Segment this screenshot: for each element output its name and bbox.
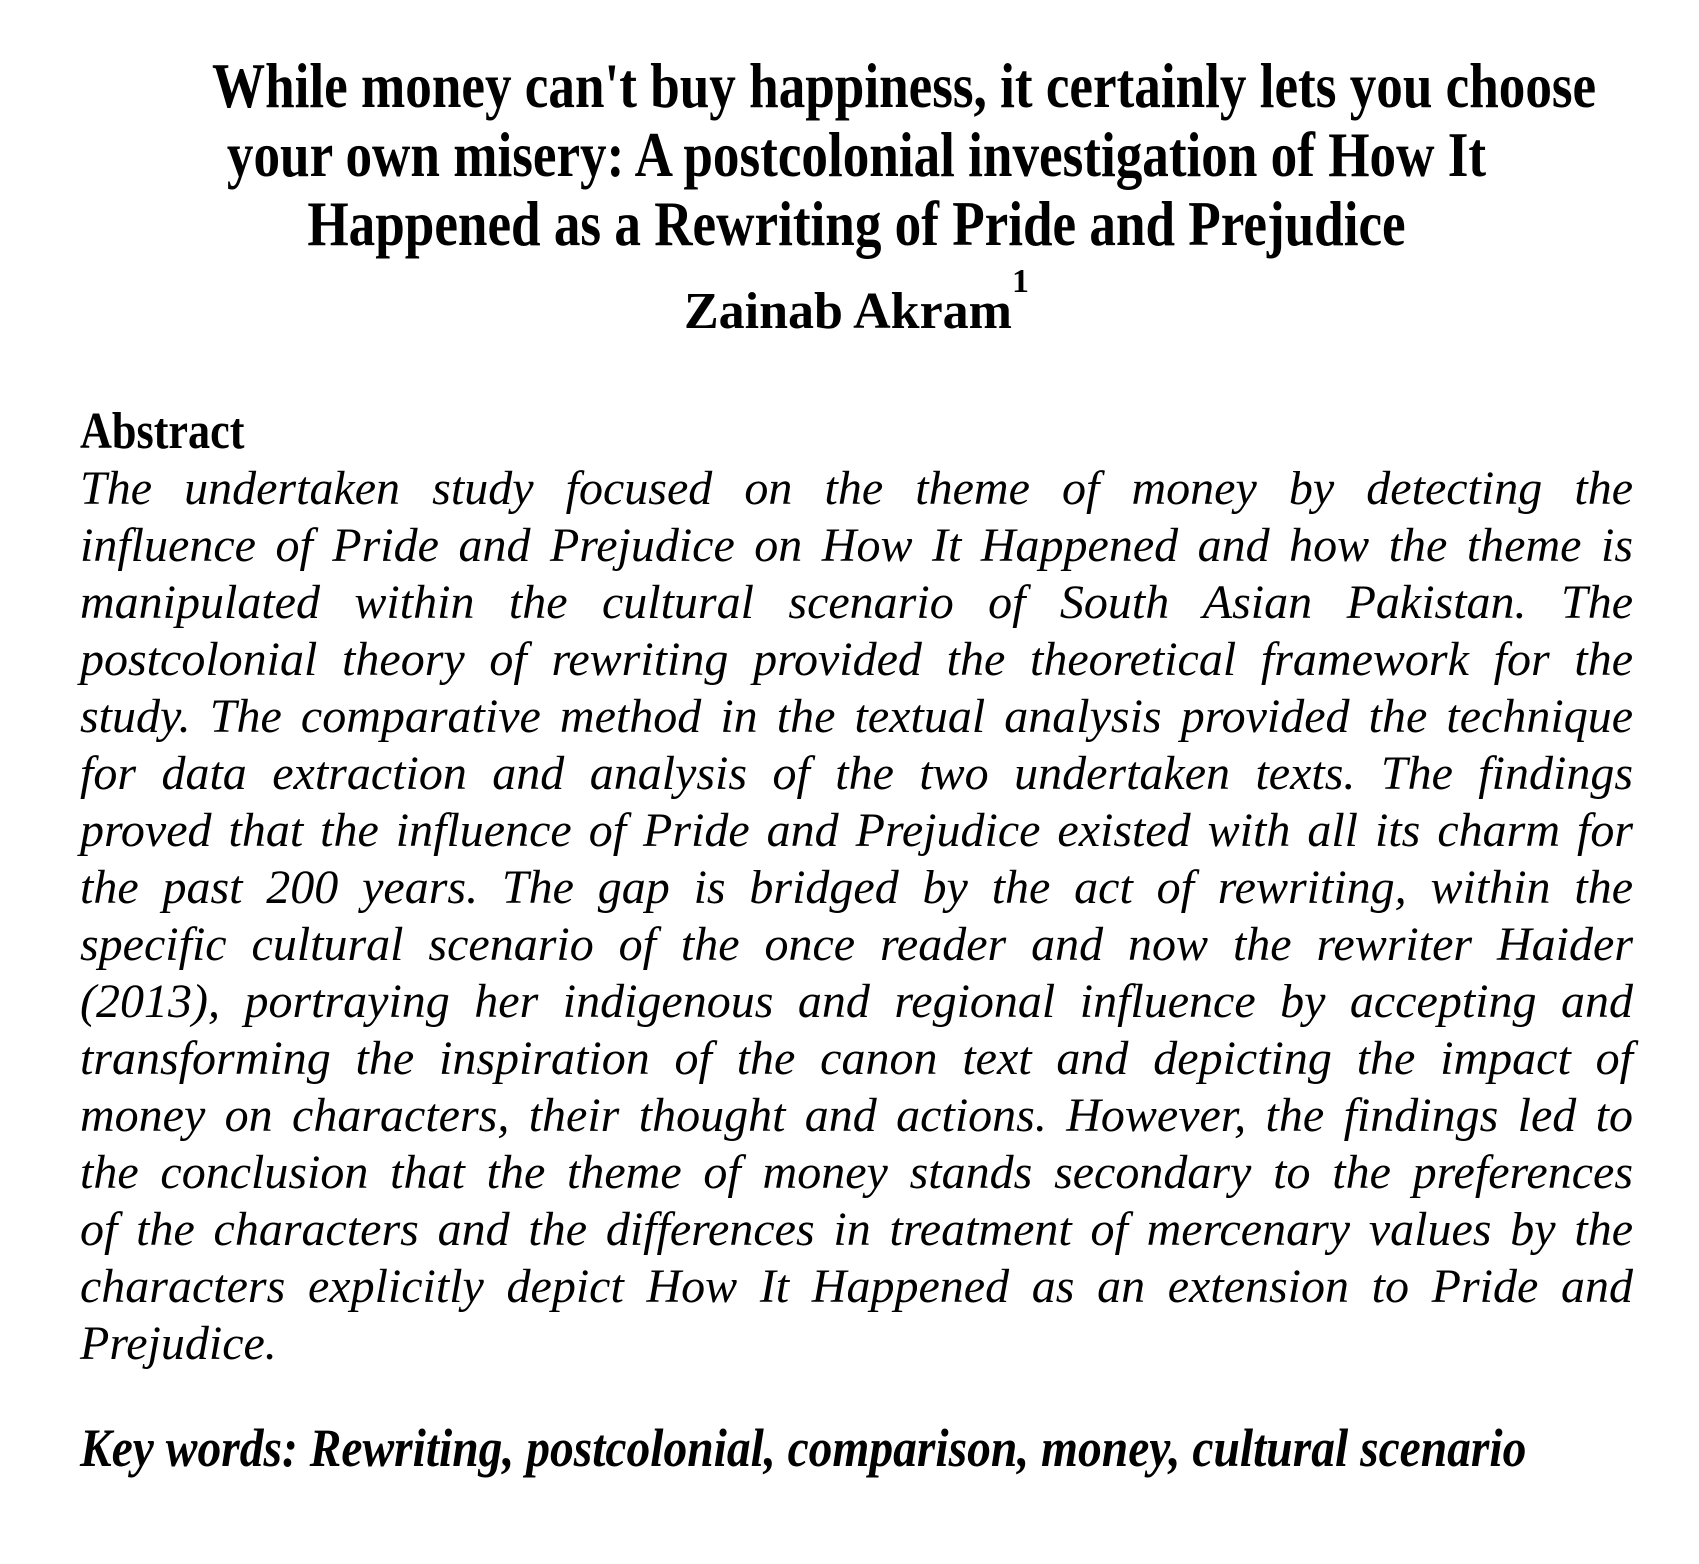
title-line-2: your own misery: A postcolonial investigation of How It	[226, 119, 1487, 190]
abstract-line: the past 200 years. The gap is bridged by the act of rewriting, within the	[80, 861, 1633, 914]
abstract-line: Prejudice.	[80, 1317, 277, 1370]
abstract-line: the conclusion that the theme of money stands secondary to the preferences	[80, 1146, 1633, 1199]
abstract-body	[80, 460, 1633, 1372]
author-name: Zainab Akram	[684, 283, 1012, 340]
abstract-line: specific cultural scenario of the once reader and now the rewriter Haider	[80, 918, 1633, 971]
abstract-section	[80, 403, 1633, 1372]
abstract-line: manipulated within the cultural scenario of South Asian Pakistan. The	[80, 576, 1633, 629]
title-line-1: While money can't buy happiness, it certainly lets you choose	[212, 50, 1597, 121]
author-line	[80, 262, 1633, 344]
abstract-line: postcolonial theory of rewriting provided the theoretical framework for the	[80, 633, 1633, 686]
abstract-line: of the characters and the differences in treatment of mercenary values by the	[80, 1203, 1633, 1256]
abstract-line: (2013), portraying her indigenous and regional influence by accepting and	[80, 975, 1633, 1028]
abstract-line: proved that the influence of Pride and Prejudice existed with all its charm for	[80, 804, 1633, 857]
paper-title	[80, 0, 1633, 258]
author-footnote-marker: 1	[1011, 262, 1029, 300]
abstract-line: transforming the inspiration of the canon text and depicting the impact of	[80, 1032, 1633, 1085]
abstract-line: characters explicitly depict How It Happened as an extension to Pride and	[80, 1260, 1633, 1313]
keywords-line: Key words: Rewriting, postcolonial, comparison, money, cultural scenario	[80, 1418, 1527, 1478]
abstract-line: study. The comparative method in the textual analysis provided the technique	[80, 690, 1633, 743]
title-line-3: Happened as a Rewriting of Pride and Prejudice	[307, 188, 1406, 259]
abstract-line: influence of Pride and Prejudice on How It Happened and how the theme is	[80, 519, 1633, 572]
abstract-line: for data extraction and analysis of the two undertaken texts. The findings	[80, 747, 1633, 800]
abstract-line: money on characters, their thought and actions. However, the findings led to	[80, 1089, 1633, 1142]
abstract-line: The undertaken study focused on the theme of money by detecting the	[80, 462, 1633, 515]
abstract-heading: Abstract	[80, 403, 245, 460]
